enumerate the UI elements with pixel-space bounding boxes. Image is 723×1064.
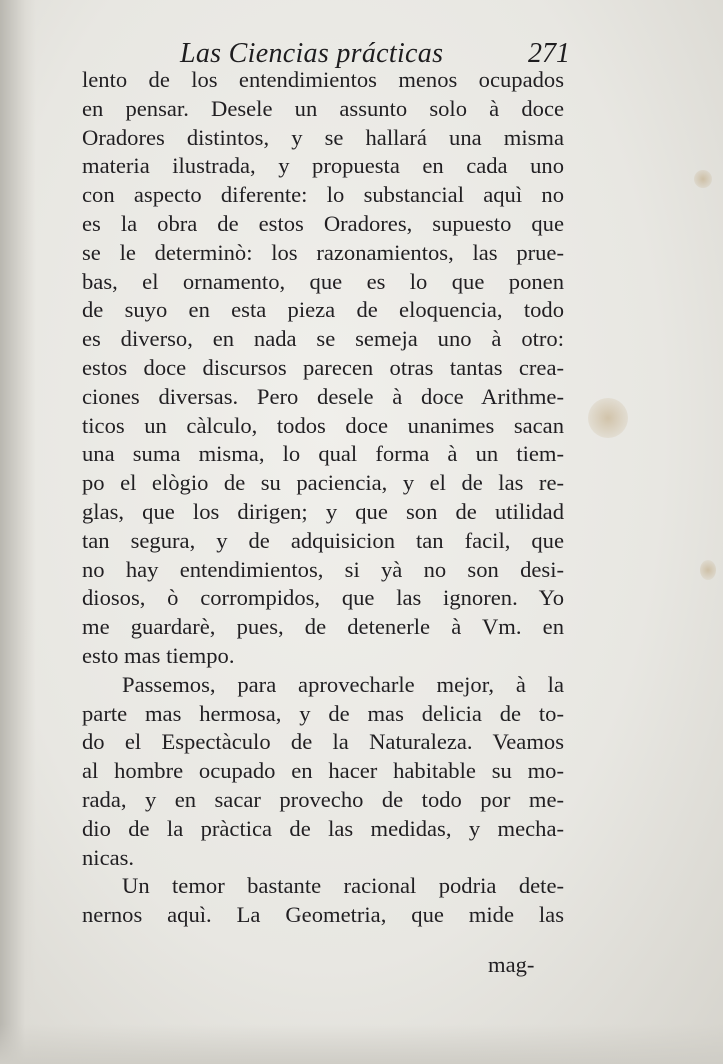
text-line: dio de la pràctica de las medidas, y mecha- bbox=[82, 815, 564, 841]
paper-stain bbox=[694, 170, 712, 188]
text-line: parte mas hermosa, y de mas delicia de to- bbox=[82, 700, 564, 726]
page-shadow-bottom bbox=[0, 1024, 723, 1064]
text-line: Oradores distintos, y se hallará una misma bbox=[82, 124, 564, 150]
text-line: do el Espectàculo de la Naturaleza. Veamos bbox=[82, 729, 564, 755]
body-text bbox=[82, 66, 564, 930]
text-line: tan segura, y de adquisicion tan facil, que bbox=[82, 527, 564, 553]
text-line: Un temor bastante racional podria dete- bbox=[122, 873, 564, 899]
text-line: me guardarè, pues, de detenerle à Vm. en bbox=[82, 614, 564, 640]
text-line: una suma misma, lo qual forma à un tiem- bbox=[82, 441, 564, 467]
text-line: ticos un càlculo, todos doce unanimes sacan bbox=[82, 412, 564, 438]
text-line: rada, y en sacar provecho de todo por me- bbox=[82, 786, 564, 812]
text-line: ciones diversas. Pero desele à doce Arithme- bbox=[82, 383, 564, 409]
page-shadow-left bbox=[0, 0, 36, 1064]
text-line: po el elògio de su paciencia, y el de las re- bbox=[82, 470, 564, 496]
text-line: glas, que los dirigen; y que son de utilidad bbox=[82, 498, 564, 524]
text-line: no hay entendimientos, si yà no son desi- bbox=[82, 556, 564, 582]
paper-stain bbox=[588, 398, 628, 438]
text-line: es la obra de estos Oradores, supuesto que bbox=[82, 210, 564, 236]
text-line: con aspecto diferente: lo substancial aquì no bbox=[82, 182, 564, 208]
paper-stain bbox=[700, 560, 716, 580]
text-line: diosos, ò corrompidos, que las ignoren. Yo bbox=[82, 585, 564, 611]
text-line: Passemos, para aprovecharle mejor, à la bbox=[122, 671, 564, 697]
text-line: lento de los entendimientos menos ocupados bbox=[82, 67, 564, 92]
page-number: 271 bbox=[528, 38, 570, 69]
text-line: esto mas tiempo. bbox=[82, 642, 235, 668]
text-line: nernos aquì. La Geometria, que mide las bbox=[82, 902, 564, 928]
running-title: Las Ciencias prácticas bbox=[180, 38, 444, 69]
text-line: de suyo en esta pieza de eloquencia, todo bbox=[82, 297, 564, 323]
text-line: nicas. bbox=[82, 844, 135, 870]
text-line: al hombre ocupado en hacer habitable su mo- bbox=[82, 758, 564, 784]
text-line: es diverso, en nada se semeja uno à otro: bbox=[82, 326, 564, 352]
text-line: se le determinò: los razonamientos, las prue- bbox=[82, 239, 564, 265]
catchword: mag- bbox=[488, 952, 535, 977]
text-line: en pensar. Desele un assunto solo à doce bbox=[82, 95, 564, 121]
text-line: estos doce discursos parecen otras tantas crea- bbox=[82, 354, 564, 380]
text-line: materia ilustrada, y propuesta en cada uno bbox=[82, 153, 564, 179]
text-line: bas, el ornamento, que es lo que ponen bbox=[82, 268, 564, 294]
